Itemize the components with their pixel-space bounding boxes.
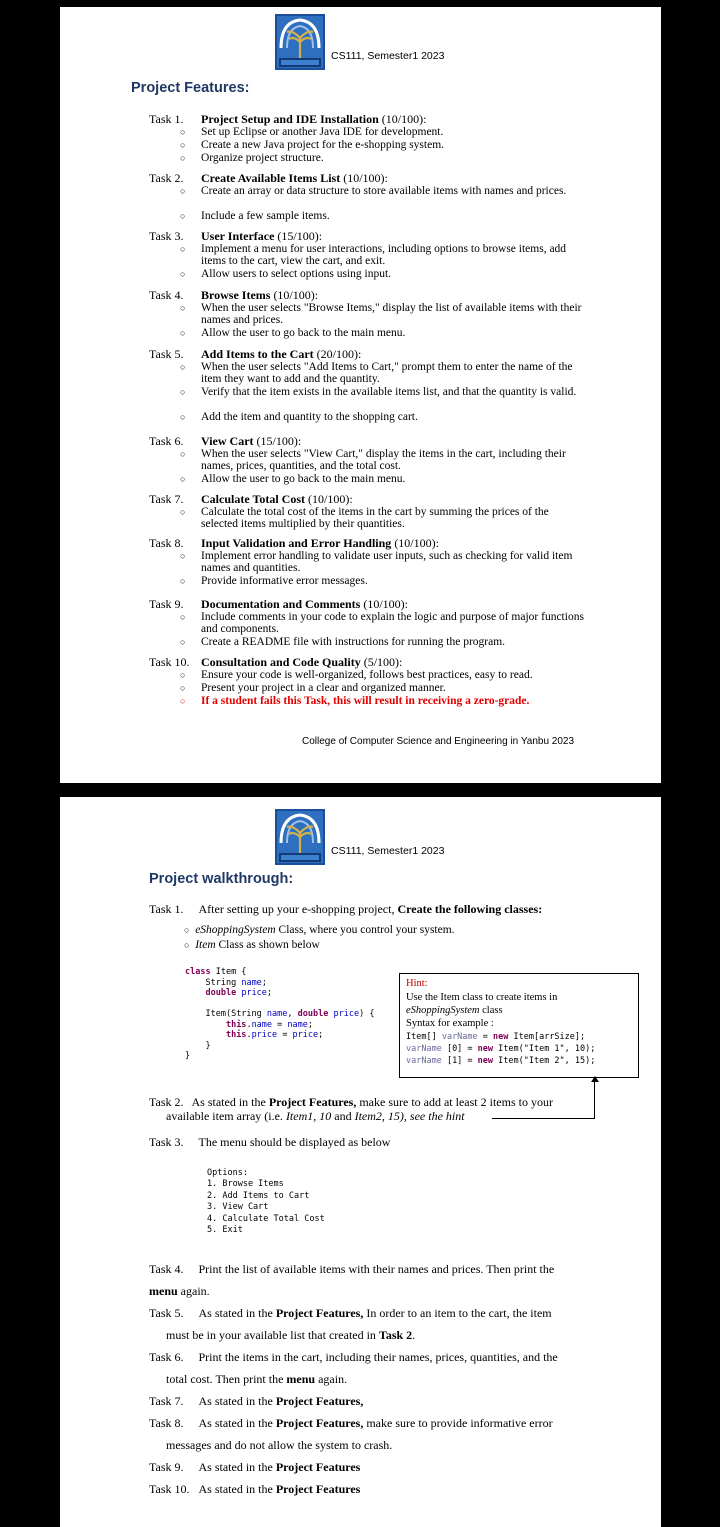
university-crest-icon <box>275 809 325 865</box>
task-number: Task 8. <box>149 536 184 550</box>
task-number: Task 3. <box>149 229 184 243</box>
bullet-circle-icon: ○ <box>180 303 186 313</box>
task-number: Task 4. <box>149 288 184 302</box>
arrow-icon <box>591 1076 599 1082</box>
bullet-item: ○ Item Class as shown below <box>184 939 320 951</box>
task-title: Calculate Total Cost (10/100): <box>201 492 353 506</box>
course-title: CS111, Semester1 2023 <box>331 50 445 62</box>
task-10: Task 10. As stated in the Project Features <box>149 1482 361 1496</box>
section-title: Project walkthrough: <box>149 871 294 887</box>
task-7: Task 7. As stated in the Project Features, <box>149 1394 364 1408</box>
task-2-cont: available item array (i.e. Item1, 10 and Item2, 15), see the hint <box>166 1109 465 1123</box>
arrow-line <box>594 1081 595 1119</box>
task-2: Task 2. As stated in the Project Features, make sure to add at least 2 items to your <box>149 1095 553 1109</box>
course-title: CS111, Semester1 2023 <box>331 845 445 857</box>
bullet-circle-icon: ○ <box>180 362 186 372</box>
bullet-circle-icon: ○ <box>180 153 186 163</box>
page-header <box>275 14 655 70</box>
arrow-line <box>492 1118 595 1119</box>
task-title: Create Available Items List (10/100): <box>201 171 388 185</box>
task-number: Task 6. <box>149 434 184 448</box>
menu-output: Options: 1. Browse Items 2. Add Items to Cart 3. View Cart 4. Calculate Total Cost 5. Exit <box>207 1168 325 1236</box>
task-6: Task 6. Print the items in the cart, including their names, prices, quantities, and the <box>149 1350 558 1364</box>
bullet-circle-icon: ○ <box>180 449 186 459</box>
bullet-circle-icon: ○ <box>180 637 186 647</box>
bullet-circle-icon: ○ <box>180 612 186 622</box>
task-title: Documentation and Comments (10/100): <box>201 597 409 611</box>
task-title: Browse Items (10/100): <box>201 288 319 302</box>
task-title: Project Setup and IDE Installation (10/100): <box>201 112 427 126</box>
task-title: Consultation and Code Quality (5/100): <box>201 655 403 669</box>
hint-box: Hint: Use the Item class to create items in eShoppingSystem class Syntax for example : Item[] varName = new Item[arrSize]; varName [0] = new Item("Item 1", 10); varName [1] = new Item("Item 2", 15); <box>399 973 639 1078</box>
task-3: Task 3. The menu should be displayed as below <box>149 1135 391 1149</box>
task-title: View Cart (15/100): <box>201 434 302 448</box>
bullet-circle-icon: ○ <box>180 269 186 279</box>
task-title: User Interface (15/100): <box>201 229 323 243</box>
code-block-item-class: class Item { String name; double price; Item(String name, double price) { this.name = name; this.price = price; } } <box>185 967 375 1061</box>
bullet-circle-icon: ○ <box>180 696 186 706</box>
bullet-circle-icon: ○ <box>180 211 186 221</box>
task-5-cont: must be in your available list that created in Task 2. <box>166 1328 416 1342</box>
bullet-circle-icon: ○ <box>180 387 186 397</box>
task-title: Add Items to the Cart (20/100): <box>201 347 362 361</box>
task-title: Input Validation and Error Handling (10/100): <box>201 536 439 550</box>
task-number: Task 7. <box>149 492 184 506</box>
task-9: Task 9. As stated in the Project Features <box>149 1460 361 1474</box>
bullet-circle-icon: ○ <box>180 244 186 254</box>
task-number: Task 9. <box>149 597 184 611</box>
bullet-circle-icon: ○ <box>180 683 186 693</box>
task-number: Task 10. <box>149 655 190 669</box>
task-number: Task 2. <box>149 171 184 185</box>
bullet-circle-icon: ○ <box>180 551 186 561</box>
university-crest-icon <box>275 14 325 70</box>
bullet-circle-icon: ○ <box>180 474 186 484</box>
document-page-2 <box>60 797 661 1527</box>
task-4: Task 4. Print the list of available items with their names and prices. Then print the <box>149 1262 555 1276</box>
task-5: Task 5. As stated in the Project Features, In order to an item to the cart, the item <box>149 1306 552 1320</box>
task-8-cont: messages and do not allow the system to crash. <box>166 1438 393 1452</box>
task-number: Task 1. <box>149 112 184 126</box>
bullet-circle-icon: ○ <box>180 140 186 150</box>
bullet-item: ○ eShoppingSystem Class, where you control your system. <box>184 924 455 936</box>
task-4-cont: menu again. <box>149 1284 210 1298</box>
section-title: Project Features: <box>131 80 250 96</box>
bullet-circle-icon: ○ <box>180 186 186 196</box>
task-1: Task 1. After setting up your e-shopping project, Create the following classes: <box>149 902 543 916</box>
bullet-circle-icon: ○ <box>180 412 186 422</box>
bullet-circle-icon: ○ <box>180 576 186 586</box>
bullet-circle-icon: ○ <box>180 670 186 680</box>
task-number: Task 5. <box>149 347 184 361</box>
document-page-1: CS111, Semester1 2023 Project Features: College of Computer Science and Engineering in Yanbu 2023 Task 1. Project Setup and IDE Installation (10/100): ○ Set up Eclipse or another Java IDE for development. ○ Create a new Java project for the e-shopping system. ○ Organize project structure. Task 2. Create Available Items List (10/100): ○ Create an array or data structure to store available items with names and prices. ○ Include a few sample items. Task 3. User Interface (15/100): ○ Implement a menu for user interactions, including options to browse items, add items to the cart, view the cart, and exit. ○ Allow users to select options using input. Task 4. Browse Items (10/100): ○ When the user selects "Browse Items," display the list of available items with their names and prices. ○ Allow the user to go back to the main menu. Task 5. Add Items to the Cart (20/100): ○ When the user selects "Add Items to Cart," prompt them to enter the name of the item they want to add and the quantity. ○ Verify that the item exists in the available items list, and that the quantity is valid. ○ Add the item and quantity to the shopping cart. Task 6. View Cart (15/100): ○ When the user selects "View Cart," display the items in the cart, including their names, prices, quantities, and the total cost. ○ Allow the user to go back to the main menu. Task 7. Calculate Total Cost (10/100): ○ Calculate the total cost of the items in the cart by summing the prices of the selected items multiplied by their quantities. Task 8. Input Validation and Error Handling (10/100): ○ Implement error handling to validate user inputs, such as checking for valid item names and quantities. ○ Provide informative error messages. Task 9. Documentation and Comments (10/100): ○ Include comments in your code to explain the logic and purpose of major functions and components. ○ Create a README file with instructions for running the program. Task 10. Consultation and Code Quality (5/100): ○ Ensure your code is well-organized, follows best practices, easy to read. ○ Present your project in a clear and organized manner. ○ If a student fails this Task, this will result in receiving a zero-grade. <box>60 7 661 783</box>
bullet-circle-icon: ○ <box>180 127 186 137</box>
bullet-circle-icon: ○ <box>180 507 186 517</box>
task-8: Task 8. As stated in the Project Features, make sure to provide informative error <box>149 1416 553 1430</box>
page-header <box>275 809 655 865</box>
task-6-cont: total cost. Then print the menu again. <box>166 1372 348 1386</box>
bullet-circle-icon: ○ <box>180 328 186 338</box>
page-footer: College of Computer Science and Engineering in Yanbu 2023 <box>302 736 575 747</box>
